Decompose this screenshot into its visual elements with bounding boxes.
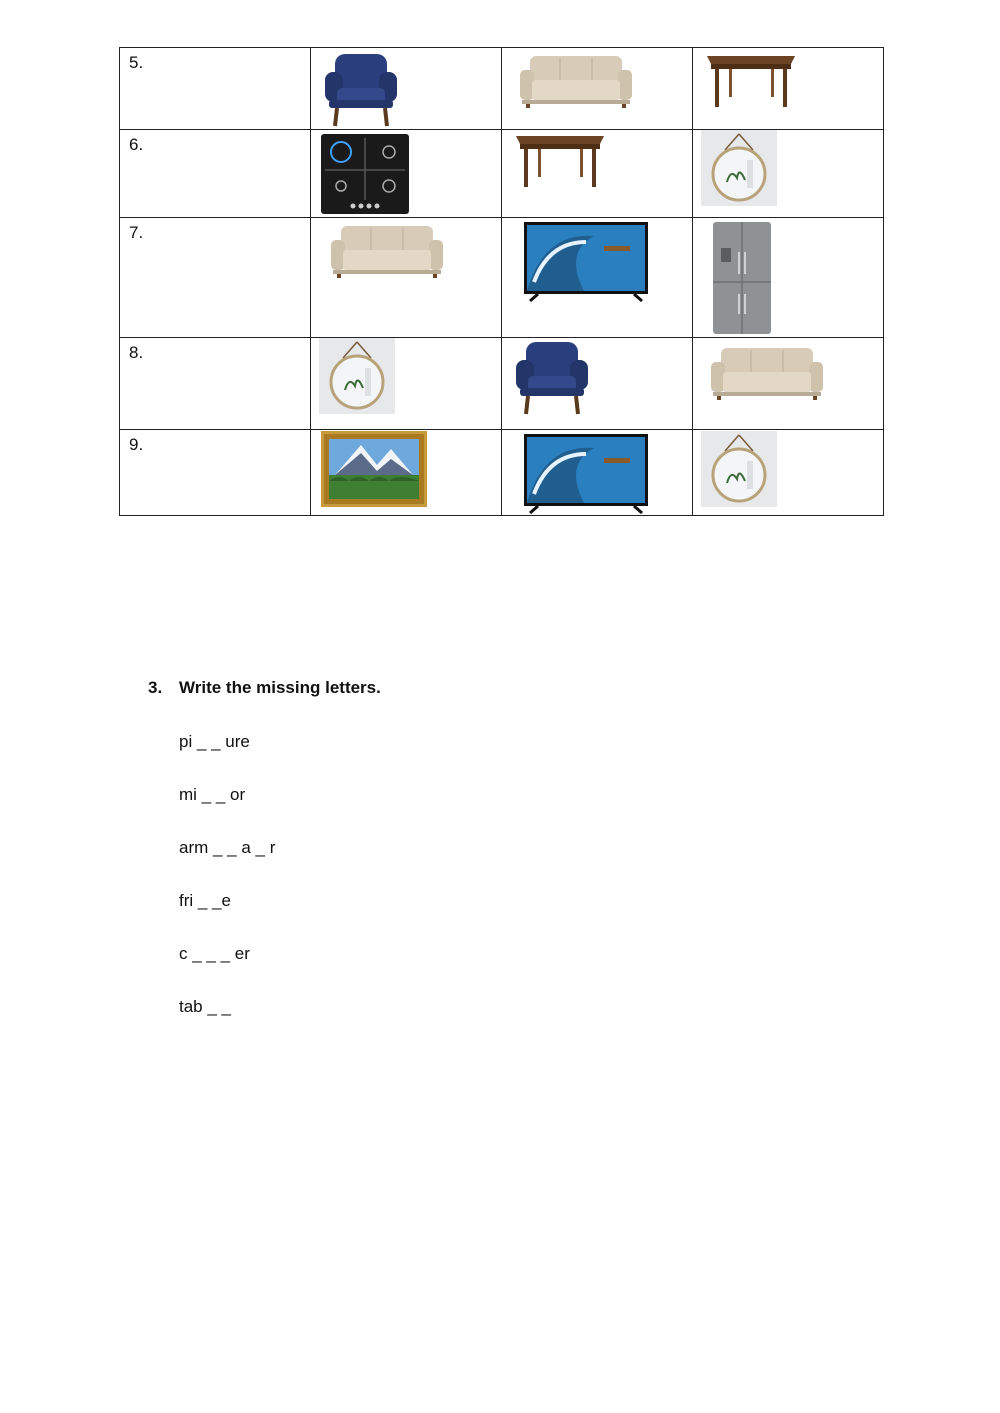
exercise-number: 3. — [148, 678, 163, 697]
row-number-cell — [120, 430, 311, 516]
image-cell — [311, 338, 502, 430]
mirror-icon — [701, 130, 777, 206]
table-row — [120, 218, 884, 338]
row-number: 9. — [129, 435, 144, 454]
picture-icon — [321, 431, 427, 507]
row-number: 6. — [129, 135, 144, 154]
word-list — [179, 732, 275, 1050]
table-row — [120, 48, 884, 130]
table-row — [120, 130, 884, 218]
image-cell — [502, 430, 693, 516]
furniture-table — [119, 47, 884, 516]
exercise-3 — [148, 678, 381, 698]
image-cell — [693, 338, 884, 430]
image-cell — [502, 48, 693, 130]
image-cell — [693, 48, 884, 130]
sofa-icon — [518, 54, 634, 108]
word-item: c _ _ _ er — [179, 944, 250, 963]
image-cell — [693, 218, 884, 338]
row-number-cell — [120, 218, 311, 338]
table-icon — [512, 132, 608, 188]
row-number-cell — [120, 48, 311, 130]
image-cell — [311, 48, 502, 130]
image-cell — [502, 218, 693, 338]
word-item: fri _ _e — [179, 891, 231, 910]
image-cell — [311, 218, 502, 338]
image-cell — [693, 430, 884, 516]
cooker-icon — [321, 134, 409, 214]
exercise-heading — [148, 678, 381, 698]
sofa-icon — [709, 346, 825, 400]
row-number-cell — [120, 130, 311, 218]
image-cell — [311, 130, 502, 218]
mirror-icon — [701, 431, 777, 507]
image-cell — [502, 130, 693, 218]
armchair-icon — [321, 52, 401, 128]
table-row — [120, 430, 884, 516]
armchair-icon — [512, 340, 592, 416]
tv-icon — [524, 434, 648, 514]
mirror-icon — [319, 338, 395, 414]
row-number: 8. — [129, 343, 144, 362]
row-number: 5. — [129, 53, 144, 72]
image-cell — [311, 430, 502, 516]
word-item: mi _ _ or — [179, 785, 246, 804]
word-item: pi _ _ ure — [179, 732, 250, 751]
tv-icon — [524, 222, 648, 302]
sofa-icon — [329, 224, 445, 278]
word-item: arm _ _ a _ r — [179, 838, 276, 857]
table-row — [120, 338, 884, 430]
word-item: tab _ _ — [179, 997, 231, 1016]
row-number-cell — [120, 338, 311, 430]
table-icon — [703, 52, 799, 108]
fridge-icon — [713, 222, 771, 334]
row-number: 7. — [129, 223, 144, 242]
image-cell — [502, 338, 693, 430]
exercise-title: Write the missing letters. — [179, 678, 381, 697]
image-cell — [693, 130, 884, 218]
